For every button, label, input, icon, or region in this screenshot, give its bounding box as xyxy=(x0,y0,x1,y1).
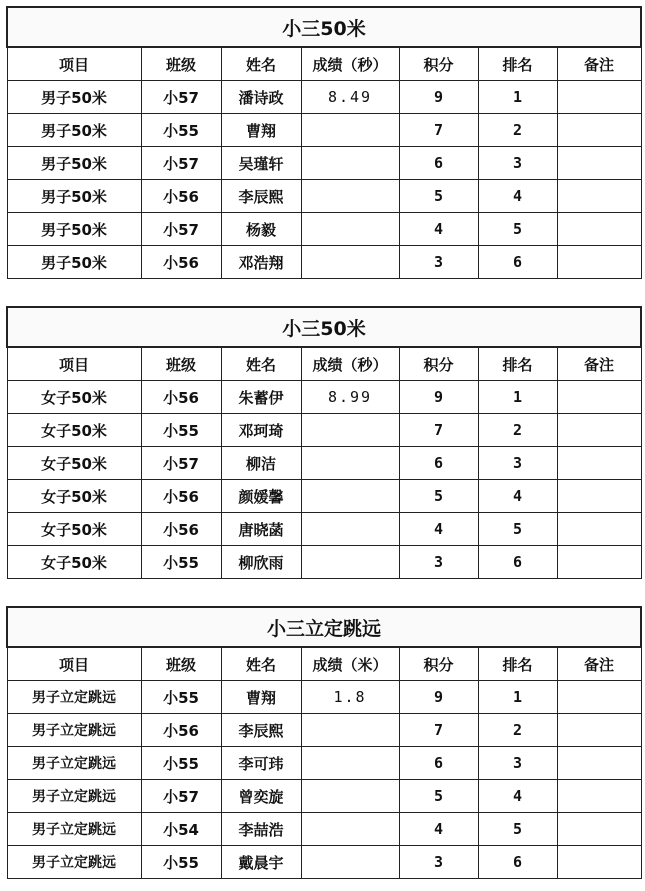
cell-name: 曾奕旋 xyxy=(221,780,301,813)
cell-score xyxy=(301,213,399,246)
cell-name: 吴瑾轩 xyxy=(221,147,301,180)
cell-remarks xyxy=(557,714,641,747)
cell-rank: 6 xyxy=(478,846,557,879)
header-name: 姓名 xyxy=(221,647,301,681)
cell-name: 李辰熙 xyxy=(221,714,301,747)
cell-remarks xyxy=(557,546,641,579)
header-score: 成绩（秒） xyxy=(301,47,399,81)
cell-event: 女子50米 xyxy=(7,480,141,513)
cell-name: 柳洁 xyxy=(221,447,301,480)
cell-remarks xyxy=(557,447,641,480)
cell-score xyxy=(301,813,399,846)
cell-class: 小57 xyxy=(141,780,221,813)
header-rank: 排名 xyxy=(478,47,557,81)
cell-points: 6 xyxy=(399,447,478,480)
cell-score xyxy=(301,147,399,180)
cell-event: 男子立定跳远 xyxy=(7,681,141,714)
cell-points: 5 xyxy=(399,480,478,513)
cell-name: 唐晓菡 xyxy=(221,513,301,546)
cell-rank: 5 xyxy=(478,513,557,546)
cell-rank: 1 xyxy=(478,381,557,414)
cell-rank: 4 xyxy=(478,780,557,813)
cell-score xyxy=(301,513,399,546)
header-name: 姓名 xyxy=(221,47,301,81)
cell-class: 小56 xyxy=(141,246,221,279)
cell-name: 杨毅 xyxy=(221,213,301,246)
header-event: 项目 xyxy=(7,647,141,681)
table-row xyxy=(7,513,641,546)
cell-class: 小56 xyxy=(141,513,221,546)
cell-class: 小56 xyxy=(141,381,221,414)
cell-remarks xyxy=(557,414,641,447)
cell-points: 7 xyxy=(399,714,478,747)
cell-class: 小55 xyxy=(141,546,221,579)
cell-score: 1.8 xyxy=(301,681,399,714)
cell-rank: 3 xyxy=(478,147,557,180)
cell-rank: 6 xyxy=(478,246,557,279)
cell-rank: 2 xyxy=(478,414,557,447)
cell-class: 小56 xyxy=(141,180,221,213)
cell-remarks xyxy=(557,846,641,879)
cell-event: 女子50米 xyxy=(7,513,141,546)
cell-class: 小56 xyxy=(141,714,221,747)
cell-event: 男子立定跳远 xyxy=(7,813,141,846)
cell-score xyxy=(301,447,399,480)
table-row xyxy=(7,780,641,813)
header-rank: 排名 xyxy=(478,347,557,381)
cell-rank: 4 xyxy=(478,180,557,213)
header-score: 成绩（米） xyxy=(301,647,399,681)
cell-score xyxy=(301,414,399,447)
cell-rank: 5 xyxy=(478,213,557,246)
cell-score xyxy=(301,546,399,579)
table-row xyxy=(7,447,641,480)
cell-points: 6 xyxy=(399,147,478,180)
table-row xyxy=(7,147,641,180)
cell-score xyxy=(301,180,399,213)
cell-name: 潘诗政 xyxy=(221,81,301,114)
results-table-boys-standing-long-jump xyxy=(6,606,642,879)
cell-rank: 3 xyxy=(478,747,557,780)
cell-remarks xyxy=(557,513,641,546)
cell-points: 9 xyxy=(399,381,478,414)
cell-class: 小55 xyxy=(141,414,221,447)
cell-points: 3 xyxy=(399,246,478,279)
cell-points: 9 xyxy=(399,681,478,714)
cell-name: 戴晨宇 xyxy=(221,846,301,879)
cell-event: 男子立定跳远 xyxy=(7,747,141,780)
cell-points: 5 xyxy=(399,780,478,813)
header-event: 项目 xyxy=(7,347,141,381)
cell-points: 9 xyxy=(399,81,478,114)
cell-class: 小57 xyxy=(141,213,221,246)
cell-points: 3 xyxy=(399,546,478,579)
results-table-girls-50m xyxy=(6,306,642,579)
header-score: 成绩（秒） xyxy=(301,347,399,381)
table-row xyxy=(7,747,641,780)
cell-score xyxy=(301,747,399,780)
cell-event: 男子50米 xyxy=(7,213,141,246)
table-title: 小三立定跳远 xyxy=(7,607,641,647)
table-row xyxy=(7,180,641,213)
header-points: 积分 xyxy=(399,647,478,681)
cell-class: 小54 xyxy=(141,813,221,846)
cell-remarks xyxy=(557,681,641,714)
cell-class: 小57 xyxy=(141,81,221,114)
table-title: 小三50米 xyxy=(7,7,641,47)
header-points: 积分 xyxy=(399,347,478,381)
cell-name: 李辰熙 xyxy=(221,180,301,213)
cell-rank: 1 xyxy=(478,81,557,114)
cell-name: 朱蓄伊 xyxy=(221,381,301,414)
cell-remarks xyxy=(557,813,641,846)
header-class: 班级 xyxy=(141,47,221,81)
cell-event: 女子50米 xyxy=(7,447,141,480)
cell-points: 3 xyxy=(399,846,478,879)
cell-score xyxy=(301,714,399,747)
cell-rank: 5 xyxy=(478,813,557,846)
cell-remarks xyxy=(557,81,641,114)
cell-remarks xyxy=(557,213,641,246)
cell-score xyxy=(301,780,399,813)
header-remarks: 备注 xyxy=(557,47,641,81)
cell-class: 小56 xyxy=(141,480,221,513)
cell-name: 李喆浩 xyxy=(221,813,301,846)
cell-points: 4 xyxy=(399,213,478,246)
cell-event: 男子50米 xyxy=(7,114,141,147)
table-row xyxy=(7,246,641,279)
cell-score xyxy=(301,246,399,279)
cell-event: 男子50米 xyxy=(7,81,141,114)
cell-remarks xyxy=(557,147,641,180)
cell-rank: 3 xyxy=(478,447,557,480)
header-name: 姓名 xyxy=(221,347,301,381)
cell-name: 颜媛馨 xyxy=(221,480,301,513)
cell-points: 7 xyxy=(399,114,478,147)
table-row xyxy=(7,213,641,246)
cell-class: 小55 xyxy=(141,846,221,879)
cell-class: 小55 xyxy=(141,114,221,147)
cell-event: 女子50米 xyxy=(7,381,141,414)
table-row xyxy=(7,114,641,147)
table-row xyxy=(7,81,641,114)
cell-remarks xyxy=(557,747,641,780)
table-row xyxy=(7,714,641,747)
cell-score xyxy=(301,480,399,513)
cell-rank: 2 xyxy=(478,714,557,747)
cell-points: 7 xyxy=(399,414,478,447)
cell-event: 女子50米 xyxy=(7,414,141,447)
cell-score xyxy=(301,114,399,147)
table-title: 小三50米 xyxy=(7,307,641,347)
cell-event: 男子立定跳远 xyxy=(7,714,141,747)
cell-remarks xyxy=(557,114,641,147)
header-points: 积分 xyxy=(399,47,478,81)
cell-remarks xyxy=(557,246,641,279)
cell-name: 邓浩翔 xyxy=(221,246,301,279)
cell-remarks xyxy=(557,480,641,513)
cell-name: 李可玮 xyxy=(221,747,301,780)
cell-name: 曹翔 xyxy=(221,114,301,147)
cell-rank: 1 xyxy=(478,681,557,714)
cell-event: 男子立定跳远 xyxy=(7,780,141,813)
cell-rank: 6 xyxy=(478,546,557,579)
cell-score: 8.99 xyxy=(301,381,399,414)
cell-name: 邓珂琦 xyxy=(221,414,301,447)
header-remarks: 备注 xyxy=(557,647,641,681)
cell-remarks xyxy=(557,381,641,414)
cell-class: 小55 xyxy=(141,681,221,714)
cell-points: 6 xyxy=(399,747,478,780)
cell-rank: 4 xyxy=(478,480,557,513)
table-row xyxy=(7,546,641,579)
table-row xyxy=(7,813,641,846)
table-row xyxy=(7,414,641,447)
cell-rank: 2 xyxy=(478,114,557,147)
header-remarks: 备注 xyxy=(557,347,641,381)
cell-score xyxy=(301,846,399,879)
results-table-boys-50m xyxy=(6,6,642,279)
cell-name: 曹翔 xyxy=(221,681,301,714)
cell-points: 4 xyxy=(399,813,478,846)
cell-score: 8.49 xyxy=(301,81,399,114)
cell-event: 男子50米 xyxy=(7,180,141,213)
cell-remarks xyxy=(557,780,641,813)
cell-event: 男子立定跳远 xyxy=(7,846,141,879)
table-row xyxy=(7,681,641,714)
cell-event: 男子50米 xyxy=(7,246,141,279)
header-event: 项目 xyxy=(7,47,141,81)
cell-event: 男子50米 xyxy=(7,147,141,180)
table-row xyxy=(7,846,641,879)
cell-remarks xyxy=(557,180,641,213)
cell-event: 女子50米 xyxy=(7,546,141,579)
header-class: 班级 xyxy=(141,347,221,381)
cell-points: 5 xyxy=(399,180,478,213)
cell-class: 小57 xyxy=(141,447,221,480)
cell-class: 小57 xyxy=(141,147,221,180)
cell-name: 柳欣雨 xyxy=(221,546,301,579)
cell-class: 小55 xyxy=(141,747,221,780)
header-class: 班级 xyxy=(141,647,221,681)
table-row xyxy=(7,381,641,414)
header-rank: 排名 xyxy=(478,647,557,681)
cell-points: 4 xyxy=(399,513,478,546)
table-row xyxy=(7,480,641,513)
